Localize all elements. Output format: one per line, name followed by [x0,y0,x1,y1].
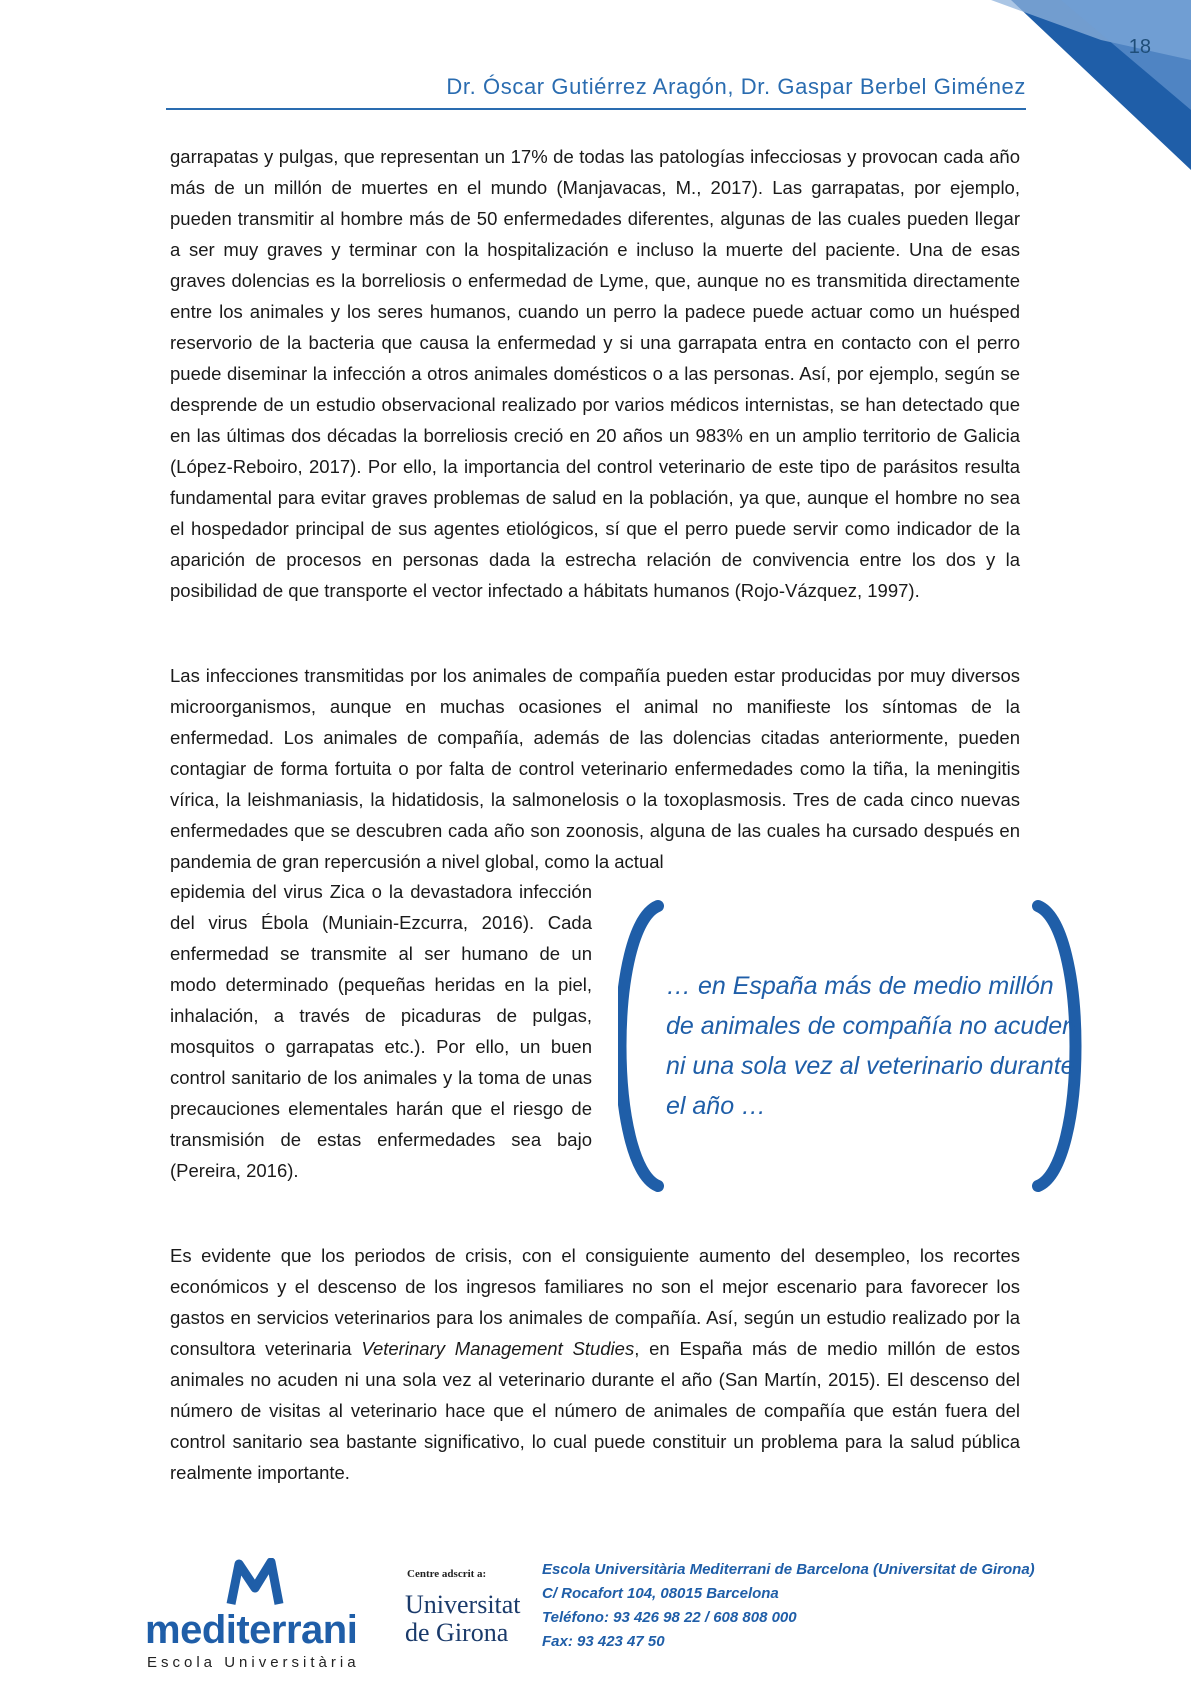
udg-name-line2: de Girona [405,1618,509,1647]
italic-study-name: Veterinary Management Studies [361,1338,635,1359]
paragraph-text [170,1240,1020,1488]
body-paragraph-4 [170,1240,1020,1488]
paragraph-segment: Es evidente que los periodos de crisis, con el consiguiente aumento del desempleo, los recortes económicos y el descenso de los ingresos familiares no son el mejor escenario para favorecer los gastos en servicios veterinarios para los animales de compañía. Así, según un estudio realizado por la consultora veterinaria [170,1245,1020,1359]
body-paragraph-2 [170,660,1020,877]
paragraph-text: Las infecciones transmitidas por los animales de compañía pueden estar producidas por muy diversos microorganismos, aunque en muchas ocasiones el animal no manifieste los síntomas de la enfermedad. Los animales de compañía, además de las dolencias citadas anteriormente, pueden contagiar de forma fortuita o por falta de control veterinario enfermedades como la tiña, la meningitis vírica, la leishmaniasis, la hidatidosis, la salmonelosis o la toxoplasmosis. Tres de cada cinco nuevas enfermedades que se descubren cada año son zoonosis, alguna de las cuales ha cursado después en pandemia de gran repercusión a nivel global, como la actual [170,665,1020,872]
contact-fax: Fax: 93 423 47 50 [542,1633,665,1650]
pull-quote-text: … en España más de medio millón de animales de compañía no acuden ni una sola vez al veterinario durante el año … [666,972,1077,1120]
page-number: 18 [1128,36,1151,58]
mediterrani-logo [145,1558,375,1671]
footer-contact [542,1558,1102,1654]
body-paragraph-1 [170,141,1020,606]
body-paragraph-3 [170,876,592,1186]
udg-logo [405,1568,535,1668]
paragraph-segment: , en España más de medio millón de estos animales no acuden ni una sola vez al veterinario durante el año (San Martín, 2015). El descenso del número de visitas al veterinario hace que el número de animales de compañía que están fuera del control sanitario sea bastante significativo, lo cual puede constituir un problema para la salud pública realmente importante. [170,1338,1021,1483]
udg-name-line1: Universitat [405,1590,521,1619]
pull-quote [618,896,1138,1196]
mediterrani-wordmark: mediterrani [145,1608,358,1652]
mediterrani-mark-icon [225,1558,285,1608]
mediterrani-subtitle: Escola Universitària [147,1654,360,1671]
header-authors: Dr. Óscar Gutiérrez Aragón, Dr. Gaspar Berbel Giménez [446,74,1026,99]
paragraph-text: garrapatas y pulgas, que representan un 17% de todas las patologías infecciosas y provocan cada año más de un millón de muertes en el mundo (Manjavacas, M., 2017). Las garrapatas, por ejemplo, pueden transmitir al hombre más de 50 enfermedades diferentes, algunas de las cuales pueden llegar a ser muy graves y terminar con la hospitalización e incluso la muerte del paciente. Una de esas graves dolencias es la borreliosis o enfermedad de Lyme, que, aunque no es transmitida directamente entre los animales y los seres humanos, cuando un perro la padece puede actuar como un huésped reservorio de la bacteria que causa la enfermedad y si una garrapata entra en contacto con el perro puede diseminar la infección a otros animales domésticos o a las personas. Así, por ejemplo, según se desprende de un estudio observacional realizado por varios médicos internistas, se han detectado que en las últimas dos décadas la borreliosis creció en 20 años un 983% en un amplio territorio de Galicia (López-Reboiro, 2017). Por ello, la importancia del control veterinario de este tipo de parásitos resulta fundamental para evitar graves problemas de salud en la población, ya que, aunque el hombre no sea el hospedador principal de sus agentes etiológicos, sí que el perro puede servir como indicador de la aparición de procesos en personas dada la estrecha relación de convivencia entre los dos y la posibilidad de que transporte el vector infectado a hábitats humanos (Rojo-Vázquez, 1997). [170,146,1020,601]
paragraph-text: epidemia del virus Zica o la devastadora infección del virus Ébola (Muniain-Ezcurra, 2016). Cada enfermedad se transmite al ser humano de un modo determinado (pequeñas heridas en la piel, inhalación, a través de picaduras de pulgas, mosquitos o garrapatas etc.). Por ello, un buen control sanitario de los animales y la toma de unas precauciones elementales harán que el riesgo de transmisión de estas enfermedades sea bajo (Pereira, 2016). [170,881,592,1181]
contact-school: Escola Universitària Mediterrani de Barcelona (Universitat de Girona) [542,1561,1035,1578]
contact-phone: Teléfono: 93 426 98 22 / 608 808 000 [542,1609,797,1626]
header-divider [166,108,1026,110]
left-bracket-icon [621,906,659,1186]
udg-caption: Centre adscrit a: [407,1568,487,1580]
contact-address: C/ Rocafort 104, 08015 Barcelona [542,1585,779,1602]
